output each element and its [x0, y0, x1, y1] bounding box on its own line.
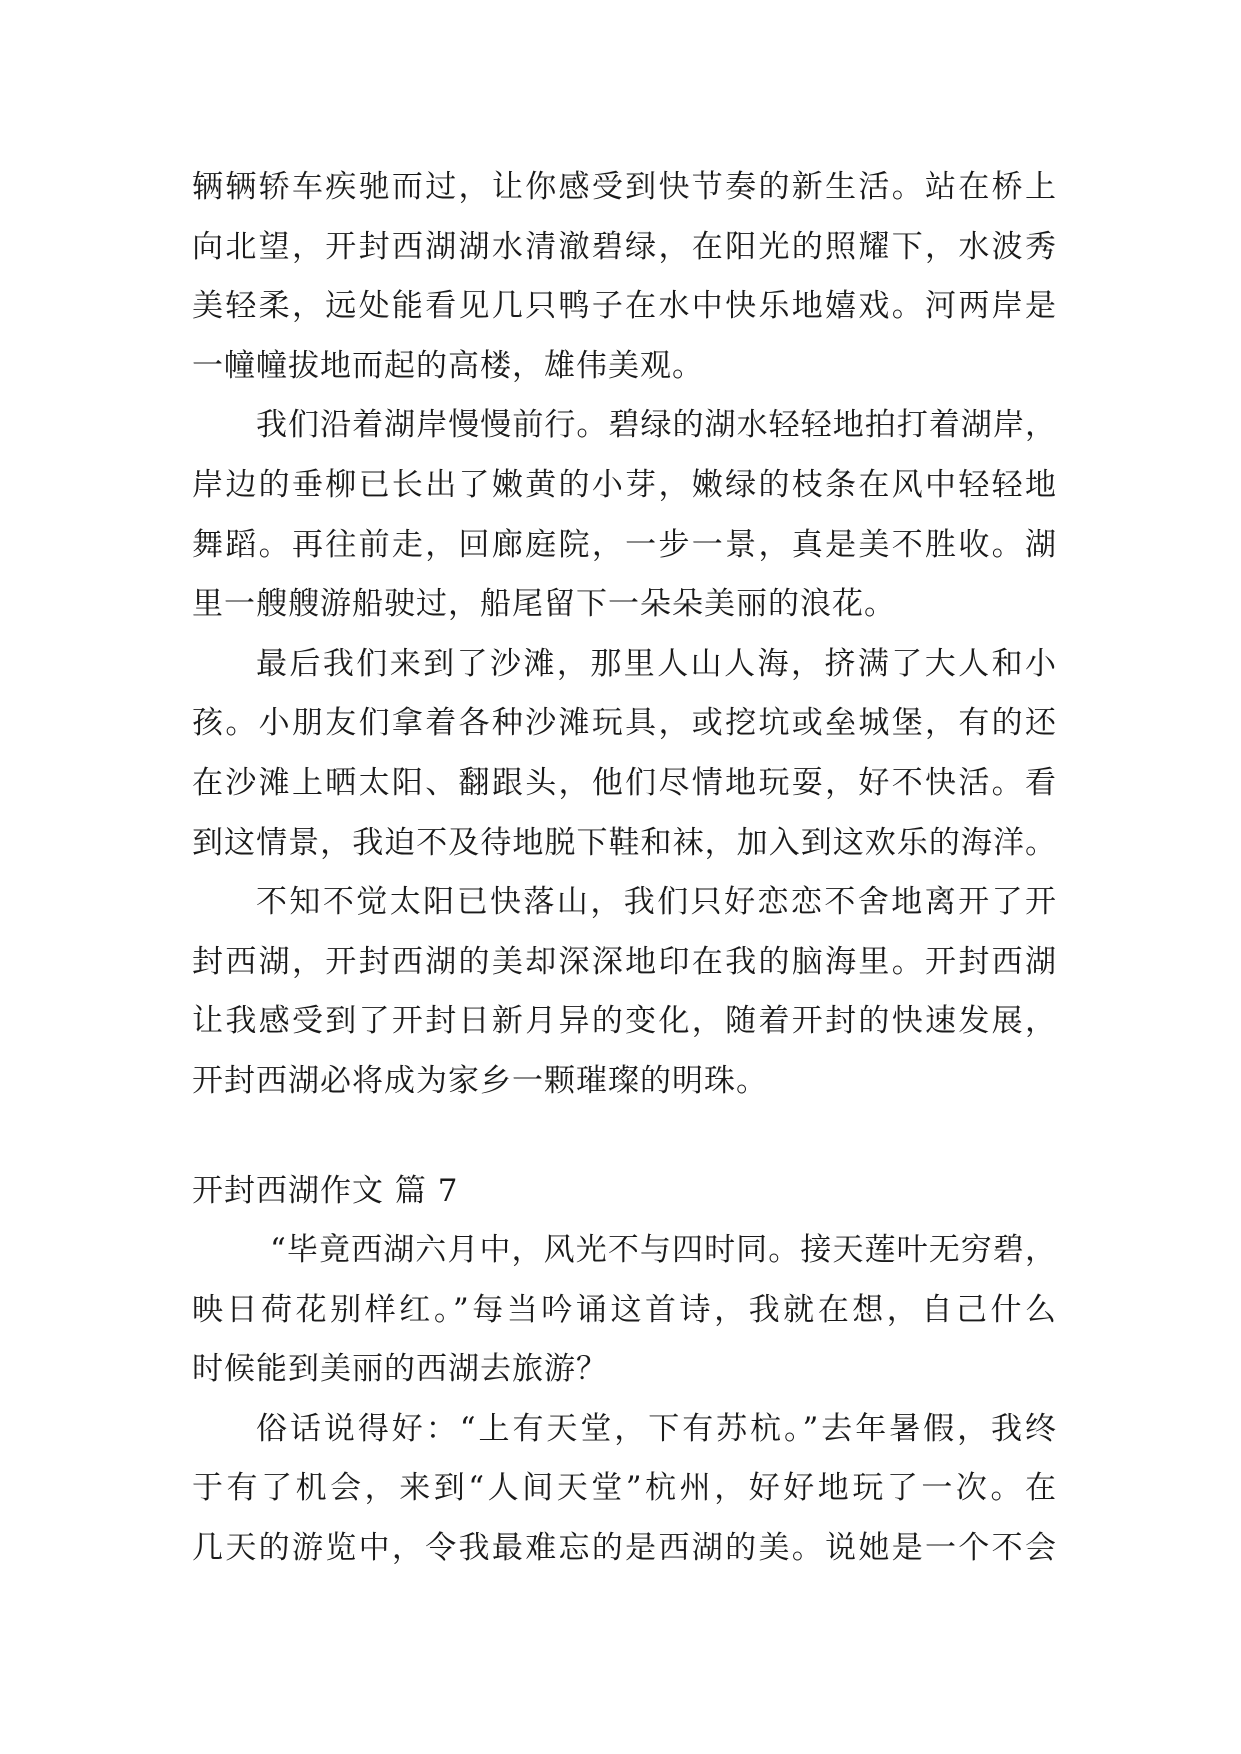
text-line: 时候能到美丽的西湖去旅游？ [192, 1351, 608, 1388]
text-line: 于有了机会，来到“人间天堂”杭州，好好地玩了一次。在 [192, 1470, 1057, 1507]
text-line: 几天的游览中，令我最难忘的是西湖的美。说她是一个不会 [192, 1530, 1057, 1567]
text-line: 里一艘艘游船驶过，船尾留下一朵朵美丽的浪花。 [192, 586, 896, 623]
text-line: 让我感受到了开封日新月异的变化，随着开封的快速发展， [192, 1003, 1057, 1040]
text-line: 最后我们来到了沙滩，那里人山人海，挤满了大人和小 [256, 645, 1057, 682]
text-line: 俗话说得好：“上有天堂，下有苏杭。”去年暑假，我终 [256, 1410, 1057, 1447]
paragraph [192, 1400, 1057, 1579]
document-body [192, 158, 1057, 1579]
text-line: 一幢幢拔地而起的高楼，雄伟美观。 [192, 347, 704, 384]
text-line: 开封西湖必将成为家乡一颗璀璨的明珠。 [192, 1062, 768, 1099]
text-line: 映日荷花别样红。”每当吟诵这首诗，我就在想，自己什么 [192, 1291, 1057, 1328]
text-line: 美轻柔，远处能看见几只鸭子在水中快乐地嬉戏。河两岸是 [192, 288, 1057, 325]
section-heading: 开封西湖作文 篇 7 [192, 1172, 459, 1209]
text-line: 在沙滩上晒太阳、翻跟头，他们尽情地玩耍，好不快活。看 [192, 764, 1057, 801]
text-line: 不知不觉太阳已快落山，我们只好恋恋不舍地离开了开 [256, 884, 1057, 921]
paragraph [192, 396, 1057, 634]
text-line: 舞蹈。再往前走，回廊庭院，一步一景，真是美不胜收。湖 [192, 526, 1057, 563]
text-line: 到这情景，我迫不及待地脱下鞋和袜，加入到这欢乐的海洋。 [192, 824, 1057, 861]
text-line: 辆辆轿车疾驰而过，让你感受到快节奏的新生活。站在桥上 [192, 169, 1057, 205]
section-gap [192, 1112, 1057, 1162]
text-line: 岸边的垂柳已长出了嫩黄的小芽，嫩绿的枝条在风中轻轻地 [192, 466, 1057, 503]
text-line: 孩。小朋友们拿着各种沙滩玩具，或挖坑或垒城堡，有的还 [192, 705, 1057, 742]
paragraph [192, 158, 1057, 396]
paragraph [192, 873, 1057, 1111]
text-line: 向北望，开封西湖湖水清澈碧绿，在阳光的照耀下，水波秀 [192, 228, 1057, 265]
text-line: “毕竟西湖六月中，风光不与四时同。接天莲叶无穷碧， [270, 1232, 1057, 1269]
text-line: 封西湖，开封西湖的美却深深地印在我的脑海里。开封西湖 [192, 943, 1057, 980]
paragraph [192, 1221, 1057, 1400]
text-line: 我们沿着湖岸慢慢前行。碧绿的湖水轻轻地拍打着湖岸， [256, 407, 1057, 444]
paragraph [192, 635, 1057, 873]
